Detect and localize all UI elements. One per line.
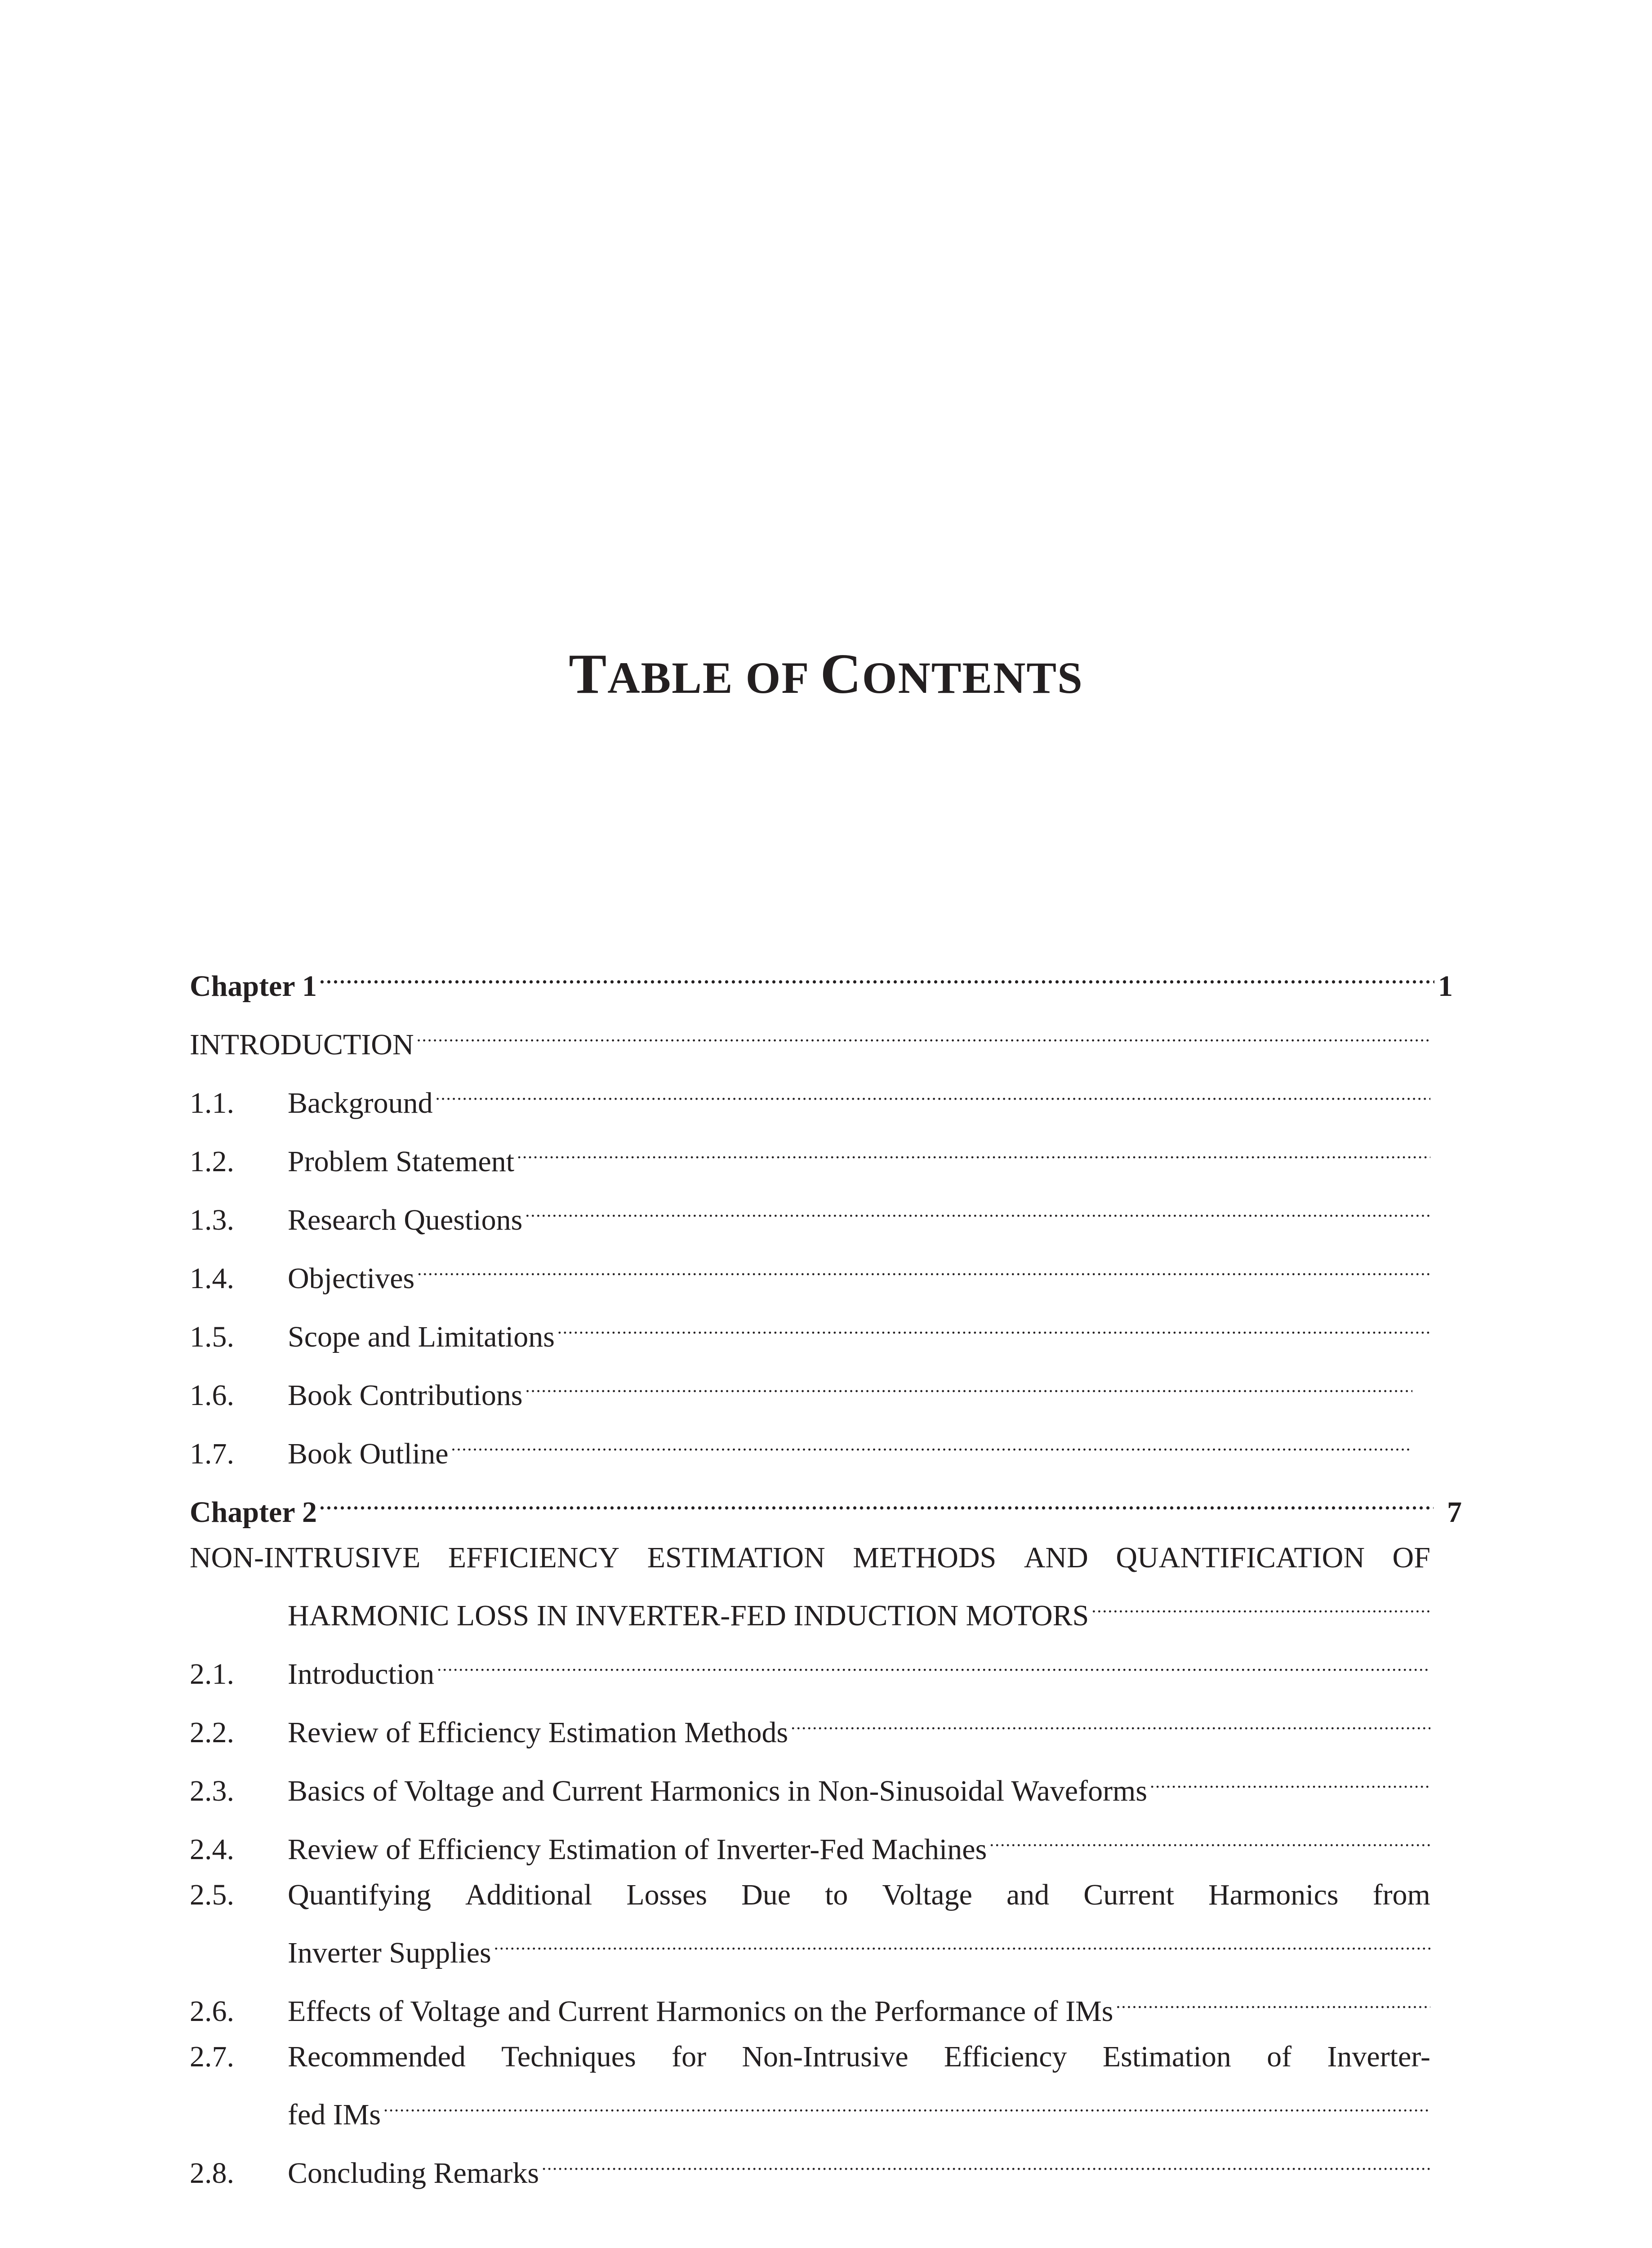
section-title: Concluding Remarks <box>288 2157 539 2190</box>
section-number: 2.3. <box>190 1775 234 1807</box>
dot-leader <box>517 1126 1430 1171</box>
dot-leader <box>791 1697 1430 1742</box>
section-number: 2.6. <box>190 1995 234 2028</box>
dot-leader <box>557 1302 1430 1347</box>
section-number: 2.5. <box>190 1878 234 1911</box>
title-word: Non-Intrusive <box>742 2040 908 2073</box>
dot-leader <box>1150 1756 1430 1801</box>
section-title-line-2 <box>288 1918 1430 1969</box>
toc-chapter-2-heading[interactable] <box>190 1535 1430 1639</box>
section-title: Effects of Voltage and Current Harmonics on the Performance of IMs <box>288 1995 1113 2028</box>
heading-word: EFFICIENCY <box>448 1541 620 1574</box>
section-number: 1.1. <box>190 1087 234 1120</box>
section-title: Background <box>288 1087 433 1120</box>
title-word: Inverter- <box>1327 2040 1430 2073</box>
dot-leader <box>1091 1580 1430 1625</box>
section-title: Scope and Limitations <box>288 1320 555 1353</box>
title-word: Techniques <box>501 2040 636 2073</box>
chapter-heading: INTRODUCTION <box>190 1028 414 1061</box>
section-title: Review of Efficiency Estimation Methods <box>288 1716 788 1749</box>
chapter-label: Chapter 1 <box>190 970 317 1003</box>
toc-section-1-5[interactable] <box>190 1302 1430 1360</box>
toc-chapter-1[interactable] <box>190 951 1453 1009</box>
heading-word: METHODS <box>853 1541 997 1574</box>
toc-section-2-3[interactable] <box>190 1756 1430 1814</box>
section-title: Book Contributions <box>288 1379 523 1412</box>
page-title <box>0 641 1652 712</box>
dot-leader <box>320 951 1434 996</box>
section-title: Research Questions <box>288 1204 523 1236</box>
toc-chapter-2[interactable] <box>190 1477 1462 1535</box>
dot-leader <box>494 1918 1430 1963</box>
dot-leader <box>436 1068 1430 1113</box>
section-number: 2.7. <box>190 2040 234 2073</box>
dot-leader <box>417 1009 1430 1054</box>
section-title: Basics of Voltage and Current Harmonics in Non-Sinusoidal Waveforms <box>288 1775 1148 1807</box>
dot-leader <box>383 2079 1430 2124</box>
section-title-block <box>288 2034 1430 2131</box>
toc-section-1-3[interactable] <box>190 1185 1430 1243</box>
title-text: fed IMs <box>288 2098 381 2131</box>
title-word: Current <box>1083 1878 1174 1911</box>
toc-section-2-6[interactable] <box>190 1976 1430 2034</box>
section-number: 2.4. <box>190 1833 234 1866</box>
section-number: 1.7. <box>190 1437 234 1470</box>
section-title: Book Outline <box>288 1437 449 1470</box>
dot-leader <box>320 1477 1434 1522</box>
page-number: 1 <box>1438 970 1453 1003</box>
title-rest-2: ONTENTS <box>862 653 1083 703</box>
title-word: Due <box>741 1878 791 1911</box>
toc-section-1-4[interactable] <box>190 1243 1430 1302</box>
title-word: and <box>1006 1878 1050 1911</box>
chapter-label: Chapter 2 <box>190 1496 317 1529</box>
title-word: Quantifying <box>288 1878 431 1911</box>
dot-leader <box>437 1639 1430 1684</box>
section-number: 1.2. <box>190 1145 234 1178</box>
chapter-heading-line-2 <box>190 1580 1430 1632</box>
chapter-heading-line-1 <box>190 1535 1430 1580</box>
toc-section-2-2[interactable] <box>190 1697 1430 1756</box>
section-number: 1.4. <box>190 1262 234 1295</box>
section-title: Review of Efficiency Estimation of Inverter-Fed Machines <box>288 1833 987 1866</box>
toc-section-2-8[interactable] <box>190 2138 1430 2196</box>
section-title-line-2 <box>288 2079 1430 2131</box>
dot-leader <box>451 1418 1413 1463</box>
toc-section-1-1[interactable] <box>190 1068 1430 1126</box>
toc-section-2-7[interactable] <box>190 2034 1430 2138</box>
toc-section-1-7[interactable] <box>190 1418 1412 1477</box>
title-initial-c: C <box>820 643 862 705</box>
title-text: Inverter Supplies <box>288 1936 491 1969</box>
title-word: Voltage <box>882 1878 972 1911</box>
toc-section-2-1[interactable] <box>190 1639 1430 1697</box>
section-number: 1.6. <box>190 1379 234 1412</box>
dot-leader <box>417 1243 1430 1288</box>
title-word: to <box>825 1878 848 1911</box>
toc-section-1-2[interactable] <box>190 1126 1430 1185</box>
table-of-contents <box>190 951 1462 2196</box>
title-word: Additional <box>465 1878 592 1911</box>
section-title-line-1 <box>288 2034 1430 2079</box>
title-word: from <box>1372 1878 1430 1911</box>
heading-text: HARMONIC LOSS IN INVERTER-FED INDUCTION MOTORS <box>288 1599 1089 1632</box>
section-title: Objectives <box>288 1262 415 1295</box>
dot-leader <box>1116 1976 1431 2021</box>
dot-leader <box>989 1814 1430 1859</box>
dot-leader <box>525 1360 1412 1405</box>
toc-section-2-4[interactable] <box>190 1814 1430 1873</box>
section-number: 1.3. <box>190 1204 234 1236</box>
toc-section-1-6[interactable] <box>190 1360 1412 1418</box>
title-word: Efficiency <box>944 2040 1067 2073</box>
heading-word: ESTIMATION <box>647 1541 825 1574</box>
section-number: 2.2. <box>190 1716 234 1749</box>
section-number: 2.8. <box>190 2157 234 2190</box>
title-word: for <box>672 2040 707 2073</box>
section-title: Introduction <box>288 1658 435 1690</box>
title-word: Harmonics <box>1208 1878 1339 1911</box>
title-word: Losses <box>626 1878 708 1911</box>
toc-section-2-5[interactable] <box>190 1873 1430 1976</box>
section-number: 1.5. <box>190 1320 234 1353</box>
section-title: Problem Statement <box>288 1145 515 1178</box>
heading-word: QUANTIFICATION <box>1116 1541 1365 1574</box>
heading-word: NON-INTRUSIVE <box>190 1541 421 1574</box>
title-initial-t: T <box>569 643 608 705</box>
section-number: 2.1. <box>190 1658 234 1690</box>
dot-leader <box>525 1185 1430 1230</box>
title-word: Recommended <box>288 2040 466 2073</box>
title-word: Estimation <box>1102 2040 1231 2073</box>
title-rest-1: ABLE OF <box>607 653 820 703</box>
dot-leader <box>542 2138 1430 2183</box>
title-word: of <box>1267 2040 1292 2073</box>
heading-word: OF <box>1392 1541 1430 1574</box>
section-title-block <box>288 1873 1430 1969</box>
section-title-line-1 <box>288 1873 1430 1918</box>
heading-word: AND <box>1024 1541 1088 1574</box>
page-number: 7 <box>1447 1496 1462 1529</box>
toc-chapter-1-heading[interactable] <box>190 1009 1430 1068</box>
